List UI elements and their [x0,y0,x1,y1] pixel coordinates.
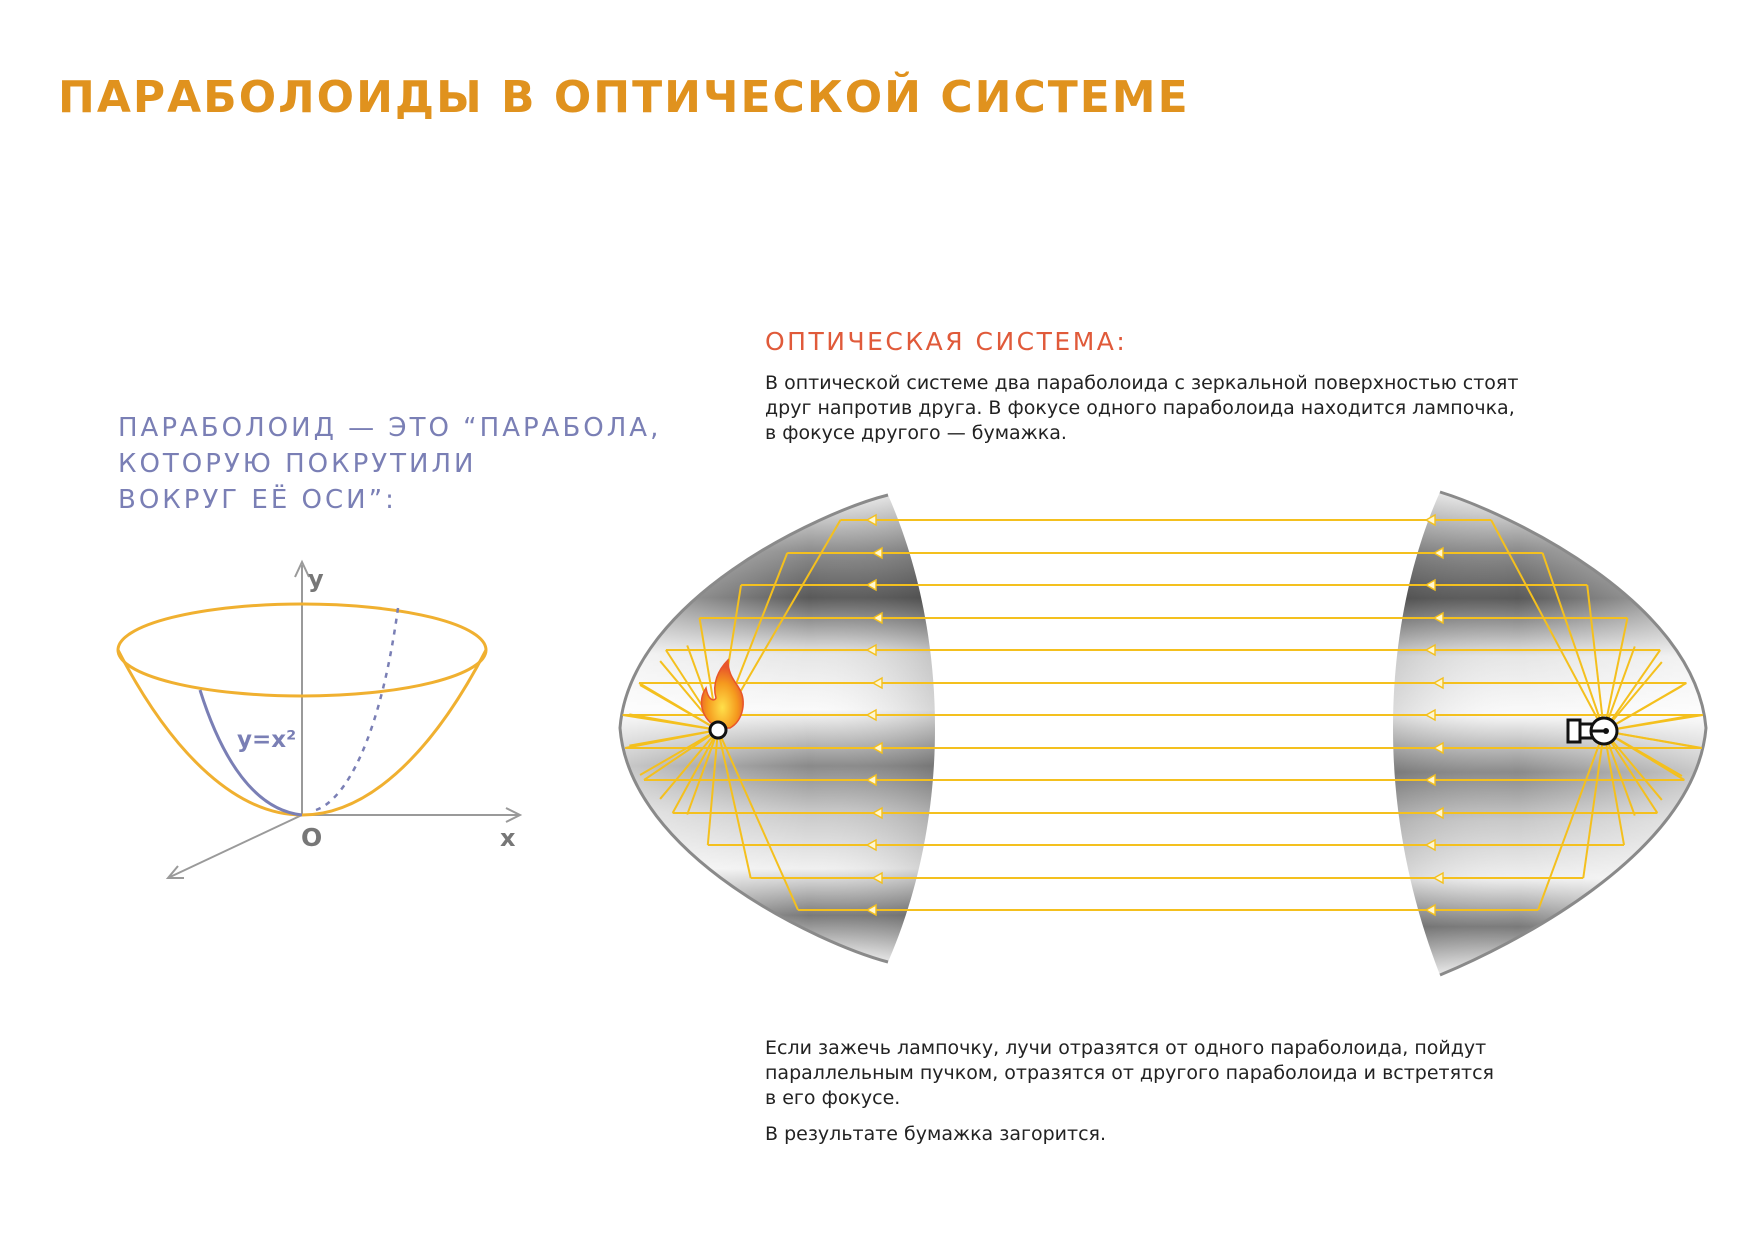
intro-line: В оптической системе два параболоида с зеркальной поверхностью стоят [765,372,1519,394]
parabola-back-dashed [316,608,398,810]
intro-line: друг напротив друга. В фокусе одного параболоида находится лампочка, [765,397,1515,419]
definition-line: ВОКРУГ ЕЁ ОСИ”: [118,485,397,515]
result-line: параллельным пучком, отразятся от другого параболоида и встретятся [765,1062,1494,1084]
optical-conclusion-text: В результате бумажка загорится. [765,1123,1106,1145]
definition-line: ПАРАБОЛОИД — ЭТО “ПАРАБОЛА, [118,413,662,443]
right-mirror-shading [1393,492,1706,975]
page-title: ПАРАБОЛОИДЫ В ОПТИЧЕСКОЙ СИСТЕМЕ [58,72,1190,123]
definition-line: КОТОРУЮ ПОКРУТИЛИ [118,449,477,479]
left-mirror-shading [620,495,935,962]
x-axis-label: x [500,824,516,852]
origin-label: O [301,823,323,852]
optical-system-diagram [620,492,1706,975]
optical-system-heading: ОПТИЧЕСКАЯ СИСТЕМА: [765,327,1128,356]
z-axis [170,815,302,877]
y-axis-label: y [308,565,324,593]
equation-label: y=x² [237,727,297,753]
result-line: Если зажечь лампочку, лучи отразятся от одного параболоида, пойдут [765,1037,1487,1059]
result-line: в его фокусе. [765,1087,901,1109]
intro-line: в фокусе другого — бумажка. [765,422,1067,444]
paraboloid-graph [118,562,520,878]
